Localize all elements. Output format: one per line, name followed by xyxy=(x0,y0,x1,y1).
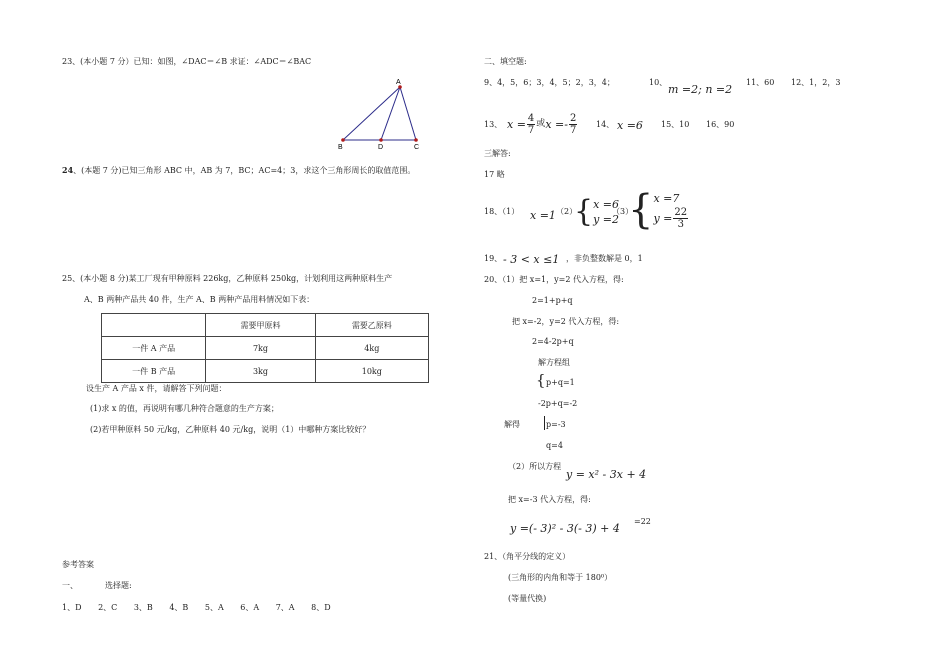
answer-18-label: 18、（1） xyxy=(484,207,520,216)
answer-21-line3: (等量代换) xyxy=(508,594,547,603)
answer-13-label: 13、 xyxy=(484,120,503,129)
question-25-sub2: (2)若甲种原料 50 元/kg，乙种原料 40 元/kg，说明（1）中哪种方案比较好？ xyxy=(90,425,371,434)
choice-answer: 7、A xyxy=(275,603,295,612)
answer-18-part2-label: （2） xyxy=(556,207,578,216)
question-24 xyxy=(62,166,415,175)
answer-20-result: =22 xyxy=(634,517,651,526)
answer-17: 17 略 xyxy=(484,170,505,179)
table-cell: 一件 A 产品 xyxy=(102,337,206,360)
system-equation: y =2 xyxy=(593,213,620,226)
question-25-line2: A、B 两种产品共 40 件，生产 A、B 两种产品用料情况如下表： xyxy=(84,295,315,304)
question-25-sub1: (1)求 x 的值，再说明有哪几种符合题意的生产方案； xyxy=(90,404,279,413)
choice-answer: 2、C xyxy=(98,603,118,612)
table-cell: 7kg xyxy=(206,337,315,360)
answer-20-line11: （2）所以方程 xyxy=(508,462,562,471)
section-2-title: 二、填空题: xyxy=(484,57,527,66)
answer-20-line6: p+q=1 xyxy=(546,378,575,387)
table-cell: 10kg xyxy=(315,360,428,383)
question-25-line1: 25、(本小题 8 分)某工厂现有甲种原料 226kg，乙种原料 250kg，计划利用这两种原料生产 xyxy=(62,274,393,283)
answer-19-text: ，非负整数解是 0，1 xyxy=(566,254,643,263)
table-header: 需要甲原料 xyxy=(206,314,315,337)
material-table xyxy=(101,313,429,383)
answer-10-math: m =2; n =2 xyxy=(668,83,733,96)
answer-20-line3: 把 x=-2，y=2 代入方程，得: xyxy=(512,317,620,326)
answer-20-line10: q=4 xyxy=(546,441,563,450)
answer-19-math: - 3 < x ≤1 xyxy=(503,253,560,266)
answer-13-x2: x =- xyxy=(545,118,568,131)
answer-16: 16、90 xyxy=(706,120,735,129)
table-row xyxy=(102,360,429,383)
answer-20-line13: 把 x=-3 代入方程，得: xyxy=(508,495,591,504)
answer-13-x1: x = xyxy=(507,118,526,131)
answer-12: 12、1，2，3 xyxy=(791,78,841,87)
answer-9: 9、4，5，6；3，4，5；2，3，4； xyxy=(484,78,615,87)
answer-18-system-3: { x =7 y = $\frac{22}{3}$ xyxy=(628,187,688,233)
question-23: 23、(本小题 7 分）已知：如图，∠DAC＝∠B 求证：∠ADC＝∠BAC xyxy=(62,57,312,66)
choice-answer: 5、A xyxy=(204,603,224,612)
vertex-c-label: C xyxy=(414,144,420,150)
fraction-numerator: 4 xyxy=(527,113,535,124)
vertex-a-label: A xyxy=(396,79,401,86)
choice-answers xyxy=(62,602,331,613)
fraction-denominator: 7 xyxy=(569,125,577,136)
answer-21-line2: (三角形的内角和等于 180⁰） xyxy=(508,573,613,582)
answer-20-line4: 2=4-2p+q xyxy=(532,337,574,346)
brace-icon: { xyxy=(536,371,546,389)
answer-20-line2: 2=1+p+q xyxy=(532,296,573,305)
answer-13-math xyxy=(507,113,578,136)
fraction-denominator: 3 xyxy=(677,219,684,230)
table-cell: 3kg xyxy=(206,360,315,383)
choice-answer: 3、B xyxy=(133,603,153,612)
system-equation: x =6 xyxy=(593,198,620,211)
fraction-denominator: 7 xyxy=(527,125,535,136)
triangle-figure xyxy=(334,78,434,150)
choice-answer: 4、B xyxy=(169,603,189,612)
answer-19-label: 19、 xyxy=(484,254,503,263)
answer-18-system-2: { x =6 y =2 xyxy=(574,194,620,229)
table-cell: 一件 B 产品 xyxy=(102,360,206,383)
section-3-title: 三解答: xyxy=(484,149,511,158)
answer-20-line9: p=-3 xyxy=(546,420,566,429)
question-25-line3: 设生产 A 产品 x 件，请解答下列问题： xyxy=(86,384,227,393)
vertex-d-label: D xyxy=(378,144,384,150)
answer-18-part3-label: （3） xyxy=(612,207,634,216)
answers-title: 参考答案 xyxy=(62,560,94,569)
answer-20-line1: 20、（1）把 x=1，y=2 代入方程，得: xyxy=(484,275,624,284)
answer-20-equation: y = x² - 3x + 4 xyxy=(566,468,647,481)
fraction-numerator: 2 xyxy=(569,113,577,124)
fraction-numerator: 22 xyxy=(674,207,688,218)
question-24-text: 、(本题 7 分)已知三角形 ABC 中，AB 为 7，BC；AC=4；3，求这个三角形周长的取值范围。 xyxy=(73,166,416,175)
system-equation: x =7 xyxy=(653,192,680,205)
answer-20-line7: -2p+q=-2 xyxy=(538,399,578,408)
answer-14-math: x =6 xyxy=(617,119,643,132)
choice-answer: 8、D xyxy=(311,603,331,612)
choice-answer: 6、A xyxy=(240,603,260,612)
answer-18-part1: x =1 xyxy=(530,209,556,222)
table-cell: 4kg xyxy=(315,337,428,360)
section-1-number: 一、 xyxy=(62,581,78,590)
table-row xyxy=(102,314,429,337)
table-header xyxy=(102,314,206,337)
answer-20-substitution: y =(- 3)² - 3(- 3) + 4 xyxy=(510,522,620,535)
table-row xyxy=(102,337,429,360)
answer-20-line5: 解方程组 xyxy=(538,358,570,367)
answer-10-label: 10、 xyxy=(649,78,668,87)
answer-11: 11、60 xyxy=(746,78,775,87)
section-1-title: 选择题: xyxy=(105,581,132,590)
answer-21-line1: 21、（角平分线的定义） xyxy=(484,552,571,561)
answer-15: 15、10 xyxy=(661,120,690,129)
vertex-b-label: B xyxy=(338,144,343,150)
choice-answer: 1、D xyxy=(62,603,82,612)
question-24-number: 24 xyxy=(62,165,74,175)
system-equation: y = xyxy=(653,212,673,225)
table-header: 需要乙原料 xyxy=(315,314,428,337)
answer-13-or: 或 xyxy=(536,119,546,129)
answer-14-label: 14、 xyxy=(596,120,615,129)
answer-20-line8: 解得 xyxy=(504,420,520,429)
